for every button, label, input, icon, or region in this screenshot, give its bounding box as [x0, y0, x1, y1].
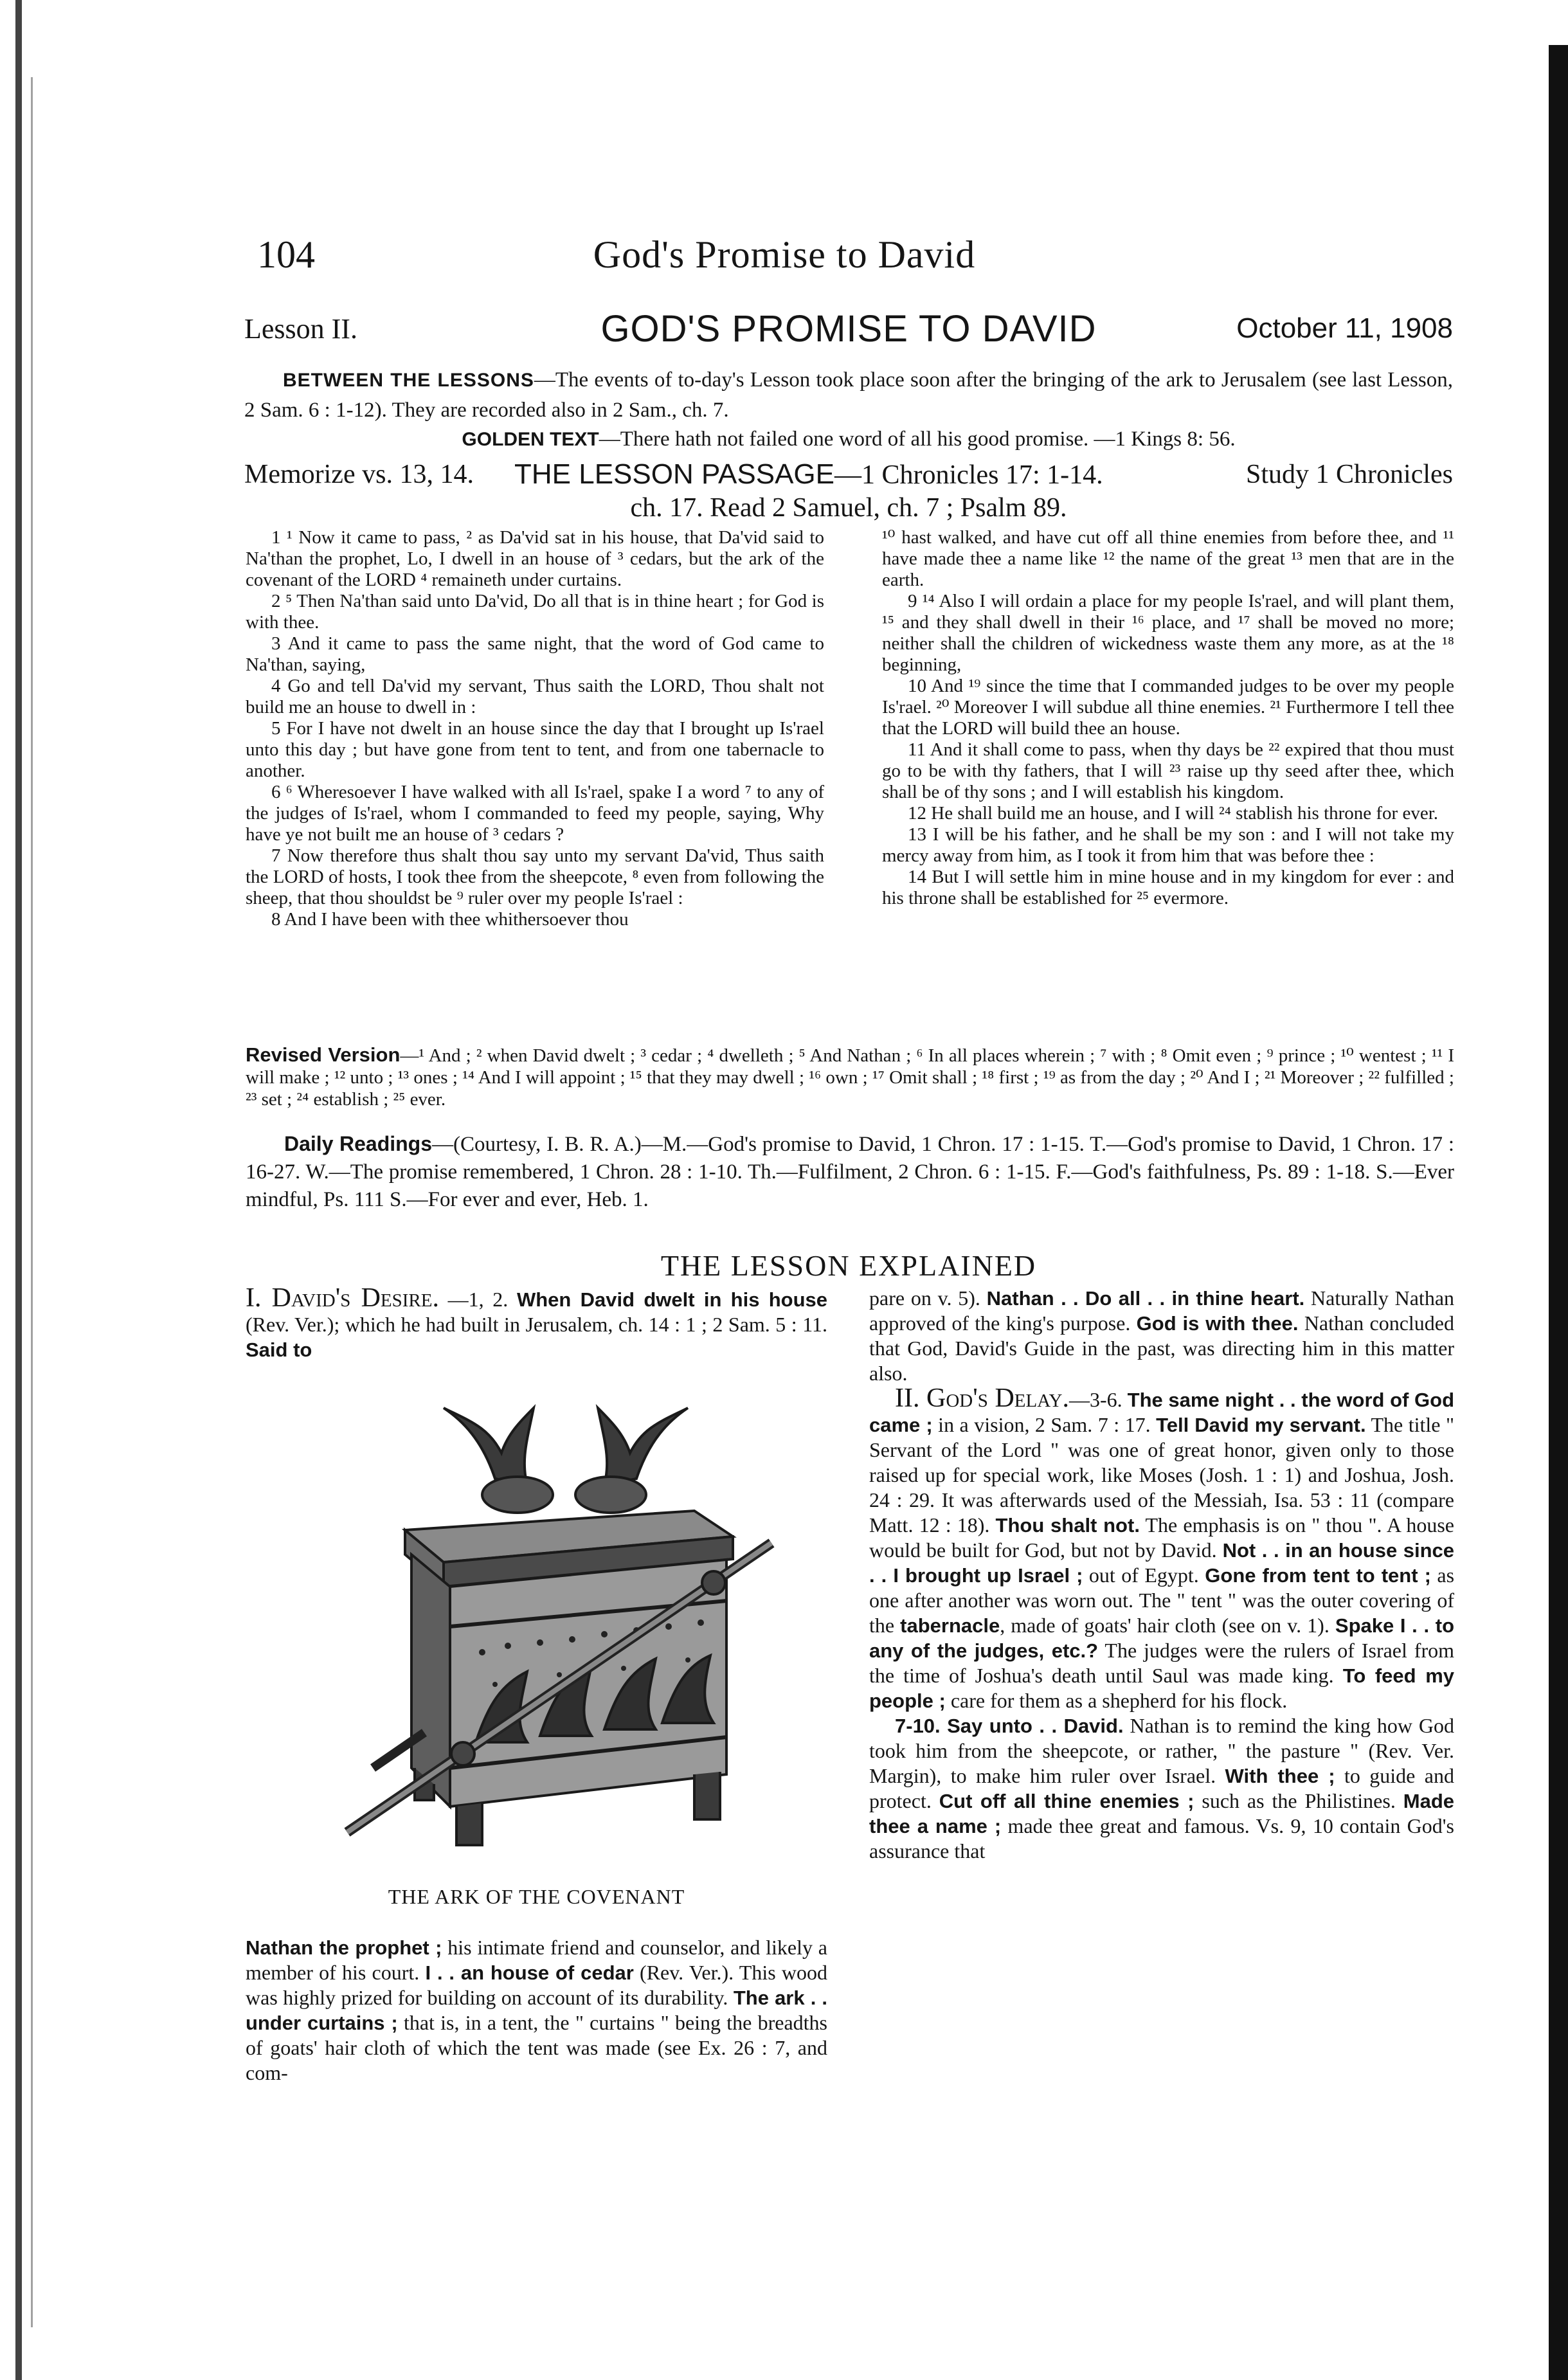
explained-bold: Spake I . . to any of the judges, etc.? — [869, 1614, 1454, 1662]
explained-text: such as the Philistines. — [1194, 1789, 1403, 1812]
between-text: —The events of to-day's Lesson took place soon after the bringing of the ark to Jerusalem (see last Lesson, 2 Sam. 6 : 1-12). They are recorded also in 2 Sam., ch. 7. — [244, 368, 1453, 422]
scripture-verse: 2 ⁵ Then Na'than said unto Da'vid, Do all that is in thine heart ; for God is with thee. — [246, 591, 824, 633]
explained-text: as one after another was worn out. The " tent " was the outer covering of the — [869, 1564, 1455, 1637]
golden-lead: GOLDEN TEXT — [462, 429, 599, 450]
explained-column-right — [869, 1286, 1454, 1864]
page-edge-shadow-left — [15, 0, 22, 2380]
section-2-heading: II. God's Delay. — [895, 1384, 1069, 1413]
explained-text: (Rev. Ver.). This wood was highly prized for building on account of its durability. — [246, 1961, 828, 2009]
explained-paragraph — [246, 1935, 827, 2086]
explained-text: Naturally Nathan approved of the king's purpose. — [869, 1286, 1455, 1335]
explained-bold: tabernacle — [900, 1614, 1000, 1637]
scripture-column-right — [882, 527, 1454, 909]
explained-bold: The ark . . under curtains ; — [246, 1987, 827, 2034]
lesson-explained-title: THE LESSON EXPLAINED — [660, 1249, 1037, 1282]
scripture-verse: 10 And ¹⁹ since the time that I commanded judges to be over my people Is'rael. ²⁰ Moreover I will subdue all thine enemies. ²¹ Furthermore I tell thee that the LORD will build thee an house. — [882, 676, 1454, 739]
passage-title: THE LESSON PASSAGE — [514, 458, 835, 490]
scripture-verse: 9 ¹⁴ Also I will ordain a place for my people Is'rael, and will plant them, ¹⁵ and they shall dwell in their ¹⁶ place, and ¹⁷ shall be moved no more; neither shall the children of wickedness waste them any more, as at the ¹⁸ beginning, — [882, 591, 1454, 675]
explained-text: The emphasis is on " thou ". A house would be built for God, but not by David. — [869, 1513, 1455, 1562]
explained-bold: Said to — [246, 1339, 312, 1361]
explained-column-left-bottom — [246, 1935, 827, 2086]
explained-bold: To feed my people ; — [869, 1664, 1455, 1712]
explained-text: pare on v. 5). — [869, 1286, 987, 1310]
explained-text: that is, in a tent, the " curtains " being the breadths of goats' hair cloth of which the tent was made (see Ex. 26 : 7, and com- — [246, 2011, 827, 2084]
explained-paragraph — [869, 1286, 1454, 1386]
revised-text: —¹ And ; ² when David dwelt ; ³ cedar ; ⁴ dwelleth ; ⁵ And Nathan ; ⁶ In all places wherein ; ⁷ with ; ⁸ Omit even ; ⁹ prince ; ¹⁰ wentest ; ¹¹ I will make ; ¹² unto ; ¹³ ones ; ¹⁴ And I will appoint ; ¹⁵ that they may dwell ; ¹⁶ own ; ¹⁷ Omit shall ; ¹⁸ first ; ¹⁹ as from the day ; ²⁰ And I ; ²¹ Moreover ; ²² fulfilled ; ²³ set ; ²⁴ establish ; ²⁵ ever. — [246, 1045, 1454, 1110]
between-the-lessons — [244, 365, 1453, 425]
scripture-verse: 6 ⁶ Wheresoever I have walked with all Is'rael, spake I a word ⁷ to any of the judges of Is'rael, whom I commanded to feed my people, saying, Why have ye not built me an house of ³ cedars ? — [246, 782, 824, 845]
scripture-verse: ¹⁰ hast walked, and have cut off all thine enemies from before thee, and ¹¹ have made thee a name like ¹² the name of the great ¹³ men that are in the earth. — [882, 527, 1454, 590]
explained-bold: When David dwelt in his house — [516, 1288, 828, 1311]
explained-text: The title " Servant of the Lord " was one of great honor, given only to those raised up for special work, like Moses (Josh. 1 : 1) and Joshua, Josh. 24 : 29. It was afterwards used of the Messiah, Isa. 53 : 11 (compare Matt. 12 : 18). — [869, 1413, 1455, 1537]
scripture-verse: 14 But I will settle him in mine house and in my kingdom for ever : and his throne shall be established for ²⁵ evermore. — [882, 867, 1454, 908]
page-edge-shadow-right — [1549, 45, 1568, 2380]
scripture-verse: 4 Go and tell Da'vid my servant, Thus saith the LORD, Thou shalt not build me an house to dwell in : — [246, 676, 824, 717]
golden-text — [244, 424, 1453, 455]
page-number: 104 — [257, 233, 315, 276]
memorize-note: Memorize vs. 13, 14. — [244, 460, 474, 489]
study-note: Study 1 Chronicles — [1246, 460, 1453, 489]
scripture-verse: 7 Now therefore thus shalt thou say unto my servant Da'vid, Thus saith the LORD of hosts, I took thee from the sheepcote, ⁸ even from following the sheep, that thou shouldst be ⁹ ruler over my people Is'rael : — [246, 845, 824, 908]
revised-version-notes — [246, 1044, 1454, 1110]
explained-column-left-top — [246, 1283, 828, 1362]
daily-readings — [246, 1130, 1454, 1214]
section-1-heading: I. David's Desire. — [246, 1283, 439, 1313]
ark-of-covenant-illustration — [334, 1382, 784, 1877]
between-lead: BETWEEN THE LESSONS — [283, 370, 534, 391]
explained-bold: Nathan . . Do all . . in thine heart. — [986, 1287, 1305, 1310]
explained-text: The judges were the rulers of Israel from the time of Joshua's death until Saul was made king. — [869, 1639, 1454, 1687]
explained-text: (Rev. Ver.); which he had built in Jerusalem, ch. 14 : 1 ; 2 Sam. 5 : 11. — [246, 1313, 827, 1336]
explained-text: Nathan is to remind the king how God took him from the sheepcote, or rather, " the pasture " (Rev. Ver. Margin), to make him ruler over Israel. — [869, 1714, 1454, 1787]
page-edge-line-left — [31, 77, 33, 2327]
explained-text: his intimate friend and counselor, and likely a member of his court. — [246, 1936, 827, 1984]
ark-engraving — [334, 1382, 784, 1877]
daily-lead: Daily Readings — [284, 1132, 433, 1155]
passage-ref: —1 Chronicles 17: 1-14. — [834, 460, 1103, 490]
explained-bold: I . . an house of cedar — [425, 1961, 634, 1984]
explained-text: Nathan concluded that God, David's Guide in the past, was directing him in this matter also. — [869, 1312, 1455, 1385]
explained-text: , made of goats' hair cloth (see on v. 1). — [1000, 1614, 1335, 1637]
explained-text: made thee great and famous. Vs. 9, 10 contain God's assurance that — [869, 1814, 1455, 1862]
scripture-verse: 12 He shall build me an house, and I will ²⁴ stablish his throne for ever. — [908, 803, 1439, 824]
scripture-verse: 5 For I have not dwelt in an house since the day that I brought up Is'rael unto this day ; but have gone from tent to tent, and from one tabernacle to another. — [246, 718, 824, 781]
section-2-ref: —3-6. — [1068, 1388, 1128, 1411]
section-2-paragraph — [869, 1386, 1454, 1713]
scripture-verse: 1 ¹ Now it came to pass, ² as Da'vid sat in his house, that Da'vid said to Na'than the prophet, Lo, I dwell in an house of ³ cedars, but the ark of the covenant of the LORD ⁴ remaineth under curtains. — [246, 527, 824, 590]
explained-bold: The same night . . the word of God came ; — [869, 1389, 1455, 1436]
explained-text: care for them as a shepherd for his flock. — [945, 1689, 1288, 1712]
running-title: God's Promise to David — [593, 233, 976, 276]
lesson-header — [244, 307, 1453, 352]
explained-bold: Thou shalt not. — [995, 1514, 1140, 1537]
lesson-date: October 11, 1908 — [1236, 312, 1453, 344]
golden-body: —There hath not failed one word of all his good promise. —1 Kings 8: 56. — [599, 428, 1236, 451]
lesson-title: GOD'S PROMISE TO DAVID — [600, 308, 1097, 350]
scripture-verse: 3 And it came to pass the same night, that the word of God came to Na'than, saying, — [246, 633, 824, 675]
scripture-verse: 13 I will be his father, and he shall be my son : and I will not take my mercy away from him, as I took it from him that was before thee : — [882, 824, 1454, 866]
running-head — [257, 233, 1311, 291]
explained-bold: Not . . in an house since . . I brought up Israel ; — [869, 1539, 1454, 1587]
explained-bold: God is with thee. — [1136, 1312, 1299, 1335]
daily-text: —(Courtesy, I. B. R. A.)—M.—God's promise to David, 1 Chron. 17 : 1-15. T.—God's promise to David, 1 Chron. 17 : 16-27. W.—The promise remembered, 1 Chron. 28 : 1-10. Th.—Fulfilment, 2 Chron. 6 : 1-15. F.—God's faithfulness, Ps. 89 : 1-18. S.—Ever mindful, Ps. 111 S.—For ever and ever, Heb. 1. — [246, 1133, 1454, 1211]
explained-text: to guide and protect. — [869, 1764, 1455, 1812]
revised-lead: Revised Version — [246, 1043, 401, 1066]
read-note: ch. 17. Read 2 Samuel, ch. 7 ; Psalm 89. — [630, 493, 1067, 523]
lesson-number: Lesson II. — [244, 313, 357, 345]
explained-bold: 7-10. Say unto . . David. — [895, 1715, 1124, 1737]
scripture-column-left — [246, 527, 824, 930]
explained-bold: Cut off all thine enemies ; — [939, 1790, 1194, 1812]
explained-bold: Made thee a name ; — [869, 1790, 1454, 1837]
explained-paragraph — [869, 1713, 1454, 1864]
explained-text: in a vision, 2 Sam. 7 : 17. — [932, 1413, 1157, 1436]
explained-text: out of Egypt. — [1083, 1564, 1205, 1587]
scripture-verse: 8 And I have been with thee whithersoever thou — [271, 909, 629, 930]
explained-bold: With thee ; — [1225, 1765, 1335, 1787]
section-1-ref: —1, 2. — [438, 1288, 517, 1311]
passage-title-line — [514, 458, 1103, 492]
explained-bold: Tell David my servant. — [1156, 1414, 1366, 1436]
explained-bold: Gone from tent to tent ; — [1205, 1564, 1431, 1587]
scripture-verse: 11 And it shall come to pass, when thy days be ²² expired that thou must go to be with thy fathers, that I will ²³ raise up thy seed after thee, which shall be of thy sons ; and I will establish his kingdom. — [882, 739, 1454, 802]
section-1-paragraph — [246, 1283, 828, 1362]
explained-bold: Nathan the prophet ; — [246, 1936, 442, 1959]
figure-caption: THE ARK OF THE COVENANT — [388, 1885, 685, 1908]
